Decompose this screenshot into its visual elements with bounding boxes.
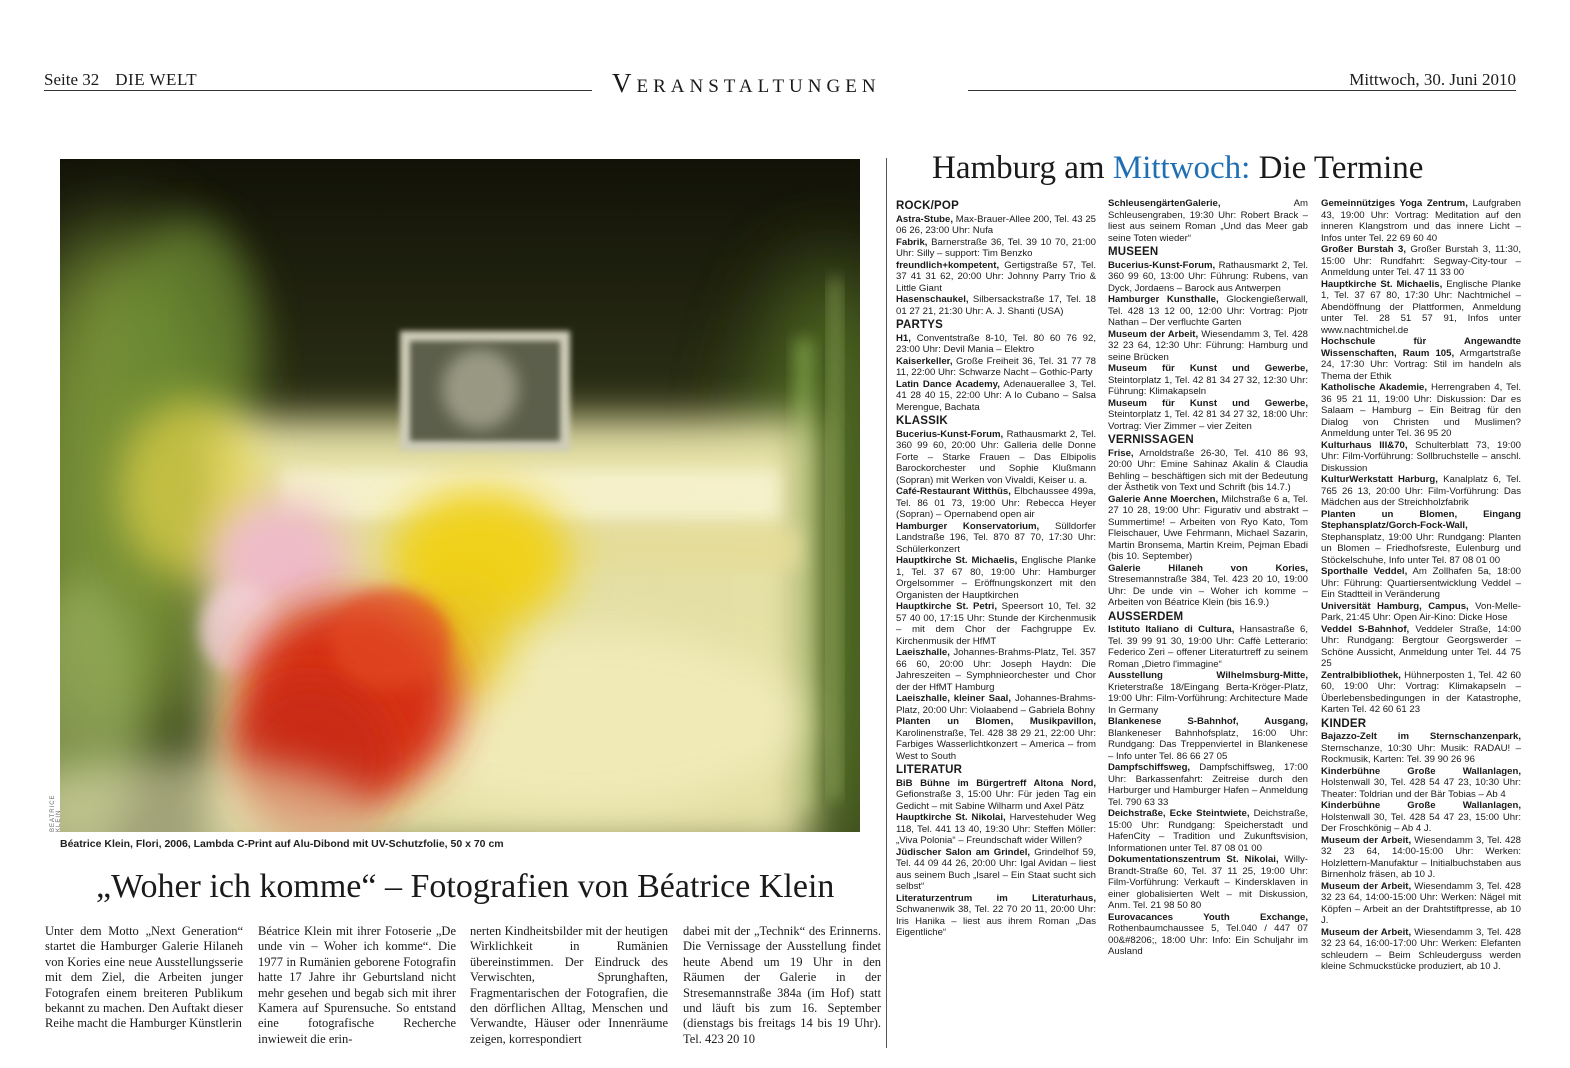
listing-venue: Galerie Hilaneh von Kories, — [1108, 562, 1308, 574]
listing-venue: Blankenese S-Bahnhof, Ausgang, — [1108, 716, 1308, 727]
listing-venue: Bucerius-Kunst-Forum, — [1108, 259, 1216, 271]
listing-details: Milchstraße 6 a, Tel. 27 10 28, 19:00 Uhr: Figurativ und abstrakt – Summertime! – Arbeiten von Ryo Kato, Tom Fleischauer, Uwe Fehrmann, Michael Sazarin, Martin Bronsema, Martin Kreim, Pejman Ebadi (bis 10. September) — [1108, 493, 1308, 562]
issue-date: Mittwoch, 30. Juni 2010 — [1349, 70, 1516, 89]
listing-entry — [1321, 198, 1521, 244]
listing-entry — [896, 693, 1096, 716]
listing-details: Hansastraße 6, Tel. 39 99 91 30, 19:00 Uhr: Caffè Letterario: Federico Zeri – offener Literaturtreff zu seinem Roman „Dietro l'immagine“ — [1108, 624, 1309, 670]
listing-venue: Galerie Anne Moerchen, — [1108, 493, 1219, 505]
listing-venue: H1, — [896, 332, 911, 344]
listing-venue: Museum der Arbeit, — [1108, 328, 1199, 340]
photo-caption: Béatrice Klein, Flori, 2006, Lambda C-Print auf Alu-Dibond mit UV-Schutzfolie, 50 x 70 cm — [60, 838, 504, 850]
listing-entry — [896, 379, 1096, 414]
listing-details: Gefionstraße 3, 15:00 Uhr: Für jeden Tag ein Gedicht – mit Sabine Wilharm und Axel Pätz — [896, 789, 1096, 812]
listing-entry — [1108, 912, 1308, 958]
listing-venue: Universität Hamburg, Campus, — [1321, 600, 1469, 612]
listing-venue: Fabrik, — [896, 236, 928, 248]
listing-details: Rathausmarkt 2, Tel. 360 99 60, 13:00 Uhr: Führung: Rubens, van Dyck, Jordaens – Barock aus Antwerpen — [1108, 259, 1308, 294]
listing-venue: Eurovacances Youth Exchange, — [1108, 911, 1308, 923]
listing-details: Englische Planke 1, Tel. 37 67 80, 19:00 Uhr: Hamburger Orgelsommer – Eröffnungskonzert mit den Organisten der Hauptkirchen — [896, 555, 1096, 601]
listing-venue: Katholische Akademie, — [1321, 382, 1428, 393]
listing-entry — [1321, 927, 1521, 973]
listing-section-heading: ROCK/POP — [896, 200, 959, 212]
listing-details: Adenauerallee 3, Tel. 41 28 40 15, 22:00 Uhr: A lo Cubano – Salsa Merengue, Bachata — [896, 378, 1096, 413]
listing-entry — [896, 333, 1096, 356]
listing-entry — [1321, 440, 1521, 475]
listing-venue: Frise, — [1108, 447, 1134, 459]
listing-venue: SchleusengärtenGalerie, — [1108, 198, 1221, 209]
listing-details: Johannes-Brahms-Platz, Tel. 357 66 60, 20:00 Uhr: Joseph Haydn: Die Jahreszeiten – Symphnieorchester und Chor der der HfMT Hamburg — [896, 647, 1097, 693]
listing-venue: BiB Bühne im Bürgertreff Altona Nord, — [896, 777, 1096, 789]
listing-section-heading: LITERATUR — [896, 764, 963, 776]
listing-venue: freundlich+kompetent, — [896, 259, 1000, 271]
listing-entry — [1321, 336, 1521, 382]
listing-details: Am Zollhafen 5a, 18:00 Uhr: Führung: Quartiersentwicklung Veddel – Ein Stadtteil in Veränderung — [1321, 566, 1521, 600]
listing-section-heading: KLASSIK — [896, 415, 948, 427]
listing-details: Holstenwall 30, Tel. 428 54 47 23, 10:30 Uhr: Theater: Toldrian und der Bär Tobias – Ab 4 — [1321, 777, 1521, 800]
listing-entry — [896, 555, 1096, 601]
listing-details: Englische Planke 1, Tel. 37 67 80, 17:30 Uhr: Nachtmichel – Abendöffnung der Plattformen, Anmeldung unter Tel. 28 51 57 91, Infos unter www.nachtmichel.de — [1321, 278, 1521, 336]
article-column-3: nerten Kindheitsbilder mit der heutigen Wirklichkeit in Rumänien übereinstimmen. Der Eindruck des Verwischten, Sprunghaften, Fragmentarischen der Fotografien, die den dörflichen Alltag, Menschen und Verwandte, Häuser oder Innenräume zeigen, korrespondiert — [470, 924, 668, 1046]
listing-entry — [1321, 601, 1521, 624]
listing-entry — [1108, 716, 1308, 762]
listing-section-heading: AUSSERDEM — [1108, 610, 1184, 623]
listing-entry — [1321, 566, 1521, 601]
article-column-4: dabei mit der „Technik“ des Erinnerns. Die Vernissage der Ausstellung findet heute Abend um 19 Uhr in den Räumen der Galerie in der Stresemannstraße 384a (im Hof) statt und läuft bis zum 16. September (dienstags bis freitags 14 bis 19 Uhr). Tel. 423 20 10 — [683, 924, 881, 1046]
article-column-1: Unter dem Motto „Next Generation“ startet die Hamburger Galerie Hilaneh von Kories eine neue Ausstellungsserie mit dem Ziel, die Arbeiten junger Fotografen einem breiteren Publikum bekannt zu machen. Den Auftakt dieser Reihe macht die Hamburger Künstlerin — [45, 924, 243, 1031]
listing-section-heading: VERNISSAGEN — [1108, 434, 1194, 446]
listing-venue: Gemeinnütziges Yoga Zentrum, — [1321, 198, 1468, 209]
listing-venue: Hauptkirche St. Michaelis, — [1321, 278, 1443, 290]
listing-details: Johannes-Brahms-Platz, 20:00 Uhr: Violaabend – Gabriela Bohny — [896, 693, 1096, 716]
listing-entry — [896, 847, 1096, 893]
listing-venue: Laeiszhalle, kleiner Saal, — [896, 693, 1012, 704]
listing-details: Veddeler Straße, 14:00 Uhr: Rundgang: Bergtour Georgswerder – Schöne Aussicht, Anmeldung unter Tel. 44 75 25 — [1321, 623, 1521, 669]
listing-venue: Museum der Arbeit, — [1321, 926, 1412, 938]
listing-venue: Deichstraße, Ecke Steintwiete, — [1108, 808, 1250, 819]
listing-details: Deichstraße, 15:00 Uhr: Rundgang: Speicherstadt und HafenCity – Tradition und Zukunftsvision, Informationen unter Tel. 87 08 01 00 — [1108, 808, 1308, 854]
masthead-rule-left — [44, 90, 592, 91]
listing-details: Am Schleusengraben, 19:30 Uhr: Robert Brack – liest aus seinem Roman „Und das Meer gab seine Toten wieder“ — [1108, 198, 1308, 244]
listing-entry — [1108, 198, 1308, 244]
exhibition-photo — [60, 159, 860, 832]
listing-details: Speersort 10, Tel. 32 57 40 00, 17:15 Uhr: Stunde der Kirchenmusik – mit dem Chor der Fachgruppe Ev. Kirchenmusik der HfMT — [896, 601, 1096, 647]
listing-entry — [896, 647, 1096, 693]
listing-details: Dampfschiffsweg, 17:00 Uhr: Barkassenfahrt: Zeitreise durch den Harburger und Hamburger Hafen – Anmeldung Tel. 790 63 33 — [1108, 762, 1308, 808]
listing-details: Herrengraben 4, Tel. 36 95 21 11, 19:00 Uhr: Diskussion: Dar es Salaam – Hamburg – Ein Beitrag für den Dialog von Christen und Muslimen? Anmeldung unter Tel. 36 95 20 — [1321, 382, 1521, 439]
listing-venue: Dampfschiffsweg, — [1108, 762, 1191, 773]
listing-venue: Bajazzo-Zelt im Sternschanzenpark, — [1321, 731, 1521, 742]
listing-details: Wiesendamm 3, Tel. 428 32 23 64, 12:30 Uhr: Führung: Hamburg und seine Brücken — [1108, 328, 1308, 363]
listing-entry — [1108, 363, 1308, 398]
listing-venue: Museum für Kunst und Gewerbe, — [1108, 363, 1308, 374]
listing-details: Holstenwall 30, Tel. 428 54 47 23, 15:00 Uhr: Der Froschkönig – Ab 4 J. — [1321, 811, 1521, 834]
page-number: Seite 32 — [44, 70, 100, 89]
listing-details: Harvestehuder Weg 118, Tel. 441 13 40, 19:30 Uhr: Steffen Möller: „Viva Polonia“ – Freundschaft wider Willen? — [896, 812, 1096, 846]
listing-venue: Großer Burstah 3, — [1321, 244, 1407, 255]
newspaper-name: DIE WELT — [115, 70, 198, 89]
listing-details: Schwanenwik 38, Tel. 22 70 20 11, 20:00 Uhr: Iris Hanika – liest aus ihrem Roman „Das Eigentliche“ — [896, 904, 1096, 938]
listing-details: Max-Brauer-Allee 200, Tel. 43 25 06 26, 23:00 Uhr: Nufa — [896, 213, 1097, 236]
listing-entry — [1321, 244, 1521, 279]
listings-title — [932, 150, 1423, 187]
listing-section-heading: KINDER — [1321, 717, 1367, 730]
listings-column-1 — [896, 198, 1096, 939]
listing-entry — [1108, 563, 1308, 609]
listing-details: Stresemannstraße 384, Tel. 423 20 10, 19:00 Uhr: De unde vin – Woher ich komme – Arbeiten von Béatrice Klein (bis 16.9.) — [1108, 574, 1308, 608]
listing-details: Elbchaussee 499a, Tel. 86 01 73, 19:00 Uhr: Rebecca Heyer (Sopran) – Opernabend open air — [896, 486, 1096, 520]
section-title: Veranstaltungen — [612, 68, 881, 98]
listing-entry — [896, 716, 1096, 762]
listing-entry — [1108, 448, 1308, 494]
listing-details: Conventstraße 8-10, Tel. 80 60 76 92, 23:00 Uhr: Devil Mania – Elektro — [896, 332, 1097, 355]
listing-entry — [1321, 624, 1521, 670]
listing-entry — [1321, 766, 1521, 801]
listing-venue: Kinderbühne Große Wallanlagen, — [1321, 800, 1521, 811]
listing-venue: Latin Dance Academy, — [896, 378, 1000, 390]
listing-entry — [1108, 260, 1308, 295]
listing-venue: Laeiszhalle, — [896, 647, 950, 658]
listing-entry — [896, 214, 1096, 237]
listing-details: Armgartstraße 24, 17:30 Uhr: Vortrag: Stil im handeln als Thema der Ethik — [1321, 347, 1521, 382]
listing-section-heading: PARTYS — [896, 319, 943, 331]
listing-entry — [896, 521, 1096, 556]
listing-details: Gertigstraße 57, Tel. 37 41 31 62, 20:00 Uhr: Johnny Parry Trio & Little Giant — [896, 259, 1096, 294]
listing-venue: Astra-Stube, — [896, 213, 954, 225]
listing-venue: Jüdischer Salon am Grindel, — [896, 846, 1031, 858]
listing-details: Kanalplatz 6, Tel. 765 26 13, 20:00 Uhr: Film-Vorführung: Das Mädchen aus der Streichholzfabrik — [1321, 474, 1521, 508]
listing-entry — [1108, 398, 1308, 433]
listing-venue: Literaturzentrum im Literaturhaus, — [896, 892, 1096, 904]
photo-credit: BÉATRICE KLEIN — [50, 794, 62, 832]
listing-venue: Hauptkirche St. Nikolai, — [896, 812, 1006, 823]
listing-venue: Planten un Blomen, Musikpavillon, — [896, 716, 1096, 727]
listing-venue: KulturWerkstatt Harburg, — [1321, 474, 1438, 485]
listing-entry — [896, 812, 1096, 847]
listing-venue: Zentralbibliothek, — [1321, 669, 1401, 681]
listing-entry — [1108, 294, 1308, 329]
listing-entry — [896, 486, 1096, 521]
listing-entry — [896, 778, 1096, 813]
listing-venue: Dokumentationszentrum St. Nikolai, — [1108, 854, 1279, 865]
listing-details: Grindelhof 59, Tel. 44 09 44 26, 20:00 Uhr: Igal Avidan – liest aus seinem Buch „Isarel – Ein Staat sucht sich selbst“ — [896, 846, 1096, 892]
listing-entry — [1108, 808, 1308, 854]
listing-entry — [1108, 624, 1308, 670]
listing-details: Steintorplatz 1, Tel. 42 81 34 27 32, 18:00 Uhr: Vortrag: Vier Zimmer – vier Zeiten — [1108, 409, 1308, 432]
listing-details: Stephansplatz, 19:00 Uhr: Rundgang: Planten un Blomen – Friedhofsreste, Eulenburg und Stöckelschuhe, Info unter Tel. 87 08 01 00 — [1321, 531, 1521, 566]
listings-column-3 — [1321, 198, 1521, 973]
listings-column-2 — [1108, 198, 1308, 958]
listings-title-day: Mittwoch: — [1112, 150, 1251, 186]
listing-details: Wiesendamm 3, Tel. 428 32 23 64, 14:00-15:00 Uhr: Werken: Nägel mit Köpfen – Arbeit an der Drahtstiftpresse, ab 10 J. — [1321, 880, 1521, 926]
listing-venue: Hasenschaukel, — [896, 294, 969, 305]
listing-details: Blankeneser Bahnhofsplatz, 16:00 Uhr: Rundgang: Das Treppenviertel in Blankenese – Info unter Tel. 86 66 27 05 — [1108, 727, 1308, 762]
listing-entry — [1321, 881, 1521, 927]
listing-details: Arnoldstraße 26-30, Tel. 410 86 93, 20:00 Uhr: Emine Sahinaz Akalin & Claudia Behling – beschäftigen sich mit der Bedeutung der Ästhetik von Text und Schrift (bis 14.7.) — [1108, 447, 1308, 493]
blurred-flowers-photo — [60, 159, 860, 832]
listing-details: Karolinenstraße, Tel. 428 38 29 21, 22:00 Uhr: Farbiges Wasserlichtkonzert – America – from West to South — [896, 727, 1096, 762]
article-headline: „Woher ich komme“ – Fotografien von Béatrice Klein — [96, 868, 835, 905]
listings-title-suffix: Die Termine — [1258, 150, 1424, 186]
listing-entry — [896, 260, 1096, 295]
listing-entry — [1321, 474, 1521, 509]
article-column-2: Béatrice Klein mit ihrer Fotoserie „De unde vin – Woher ich komme“. Die 1977 in Rumänien geborene Fotografin hatte 17 Jahre ihr Geburtsland nicht mehr gesehen und begab sich mit ihrer Kamera auf Spurensuche. So entstand eine fotografische Recherche inwieweit die erin- — [258, 924, 456, 1046]
listing-details: Steintorplatz 1, Tel. 42 81 34 27 32, 12:30 Uhr: Führung: Klimakapseln — [1108, 374, 1308, 397]
listing-venue: Hamburger Kunsthalle, — [1108, 294, 1219, 305]
listing-details: Schulterblatt 73, 19:00 Uhr: Film-Vorführung: Sollbruchstelle – anschl. Diskussion — [1321, 439, 1521, 474]
listing-details: Rathausmarkt 2, Tel. 360 99 60, 20:00 Uhr: Galleria delle Donne Forte – Starke Frauen – Das Elbipolis Barockorchester und Sophie Klußmann (Sopran) mit Werken von Vivaldi, Keiser u. a. — [896, 428, 1096, 486]
listing-entry — [1321, 731, 1521, 766]
listing-venue: Museum der Arbeit, — [1321, 834, 1412, 846]
listing-details: Sülldorfer Landstraße 196, Tel. 870 87 70, 17:30 Uhr: Schülerkonzert — [896, 520, 1096, 555]
listing-entry — [1108, 854, 1308, 912]
listing-venue: Museum der Arbeit, — [1321, 880, 1412, 892]
listing-details: Laufgraben 43, 19:00 Uhr: Vortrag: Meditation auf den inneren Klangstrom und das innere Licht – Infos unter Tel. 22 69 60 40 — [1321, 198, 1521, 244]
listing-entry — [1108, 494, 1308, 563]
listing-entry — [1321, 509, 1521, 567]
listing-entry — [896, 294, 1096, 317]
listing-entry — [1108, 670, 1308, 716]
listing-details: Wiesendamm 3, Tel. 428 32 23 64, 16:00-17:00 Uhr: Werken: Elefanten schleudern – Beim Schleuderguss werden kleine Schmuckstücke produziert, ab 10 J. — [1321, 926, 1521, 972]
listing-venue: Planten un Blomen, Eingang Stephansplatz/Gorch-Fock-Wall, — [1321, 508, 1521, 531]
listing-venue: Ausstellung Wilhelmsburg-Mitte, — [1108, 670, 1308, 681]
listing-details: Große Freiheit 36, Tel. 31 77 78 11, 22:00 Uhr: Schwarze Nacht – Gothic-Party — [896, 355, 1096, 378]
listing-venue: Bucerius-Kunst-Forum, — [896, 428, 1004, 440]
listing-details: Krieterstraße 18/Eingang Berta-Kröger-Platz, 19:00 Uhr: Film-Vorführung: Architecture Made In Germany — [1108, 681, 1308, 716]
listing-entry — [1108, 329, 1308, 364]
listing-venue: Museum für Kunst und Gewerbe, — [1108, 397, 1308, 409]
listing-details: Glockengießerwall, Tel. 428 13 12 00, 12:00 Uhr: Vortrag: Pjotr Nathan – Der verfluchte Garten — [1108, 294, 1308, 328]
listing-venue: Hauptkirche St. Petri, — [896, 601, 998, 612]
listing-entry — [1321, 279, 1521, 337]
listing-details: Von-Melle-Park, 21:45 Uhr: Open Air-Kino: Dicke Hose — [1321, 600, 1521, 623]
listing-details: Großer Burstah 3, 11:30, 15:00 Uhr: Rundfahrt: Segway-City-tour – Anmeldung unter Tel. 47 11 33 00 — [1321, 244, 1521, 278]
listing-entry — [1321, 670, 1521, 716]
listing-venue: Hochschule für Angewandte Wissenschaften, Raum 105, — [1321, 336, 1521, 359]
listing-venue: Sporthalle Veddel, — [1321, 566, 1408, 577]
listing-venue: Kulturhaus III&70, — [1321, 439, 1408, 451]
listing-venue: Veddel S-Bahnhof, — [1321, 623, 1410, 635]
listing-entry — [896, 237, 1096, 260]
listing-venue: Hauptkirche St. Michaelis, — [896, 555, 1018, 566]
listing-entry — [1108, 762, 1308, 808]
masthead-left — [44, 70, 197, 90]
column-divider — [886, 158, 887, 1048]
listing-entry — [896, 356, 1096, 379]
listing-entry — [896, 601, 1096, 647]
listings-title-prefix: Hamburg am — [932, 150, 1105, 186]
listing-details: Barnerstraße 36, Tel. 39 10 70, 21:00 Uhr: Silly – support: Tim Benzko — [896, 236, 1096, 259]
listing-venue: Hamburger Konservatorium, — [896, 520, 1040, 532]
listing-venue: Kaiserkeller, — [896, 355, 953, 367]
listing-section-heading: MUSEEN — [1108, 246, 1159, 258]
masthead-rule-right — [968, 90, 1516, 91]
listing-entry — [896, 429, 1096, 487]
listing-venue: Kinderbühne Große Wallanlagen, — [1321, 765, 1521, 777]
listing-details: Rothenbaumchaussee 5, Tel.040 / 447 07 00&#8206;, 18:00 Uhr: Info: Ein Schuljahr im Ausland — [1108, 923, 1308, 957]
listing-details: Sternschanze, 10:30 Uhr: Musik: RADAU! – Rockmusik, Karten: Tel. 39 90 26 96 — [1321, 742, 1521, 765]
listing-details: Hühnerposten 1, Tel. 42 60 60, 19:00 Uhr: Vortrag: Klimakapseln – Überlebensbedingungen in der Katastrophe, Karten Tel. 42 60 61 23 — [1321, 669, 1522, 715]
listing-entry — [1321, 835, 1521, 881]
listing-details: Willy-Brandt-Straße 60, Tel. 37 11 25, 19:00 Uhr: Film-Vorführung: Verkauft – Kindersklaven in einer globalisierten Welt – mit Diskussion, Anm. Tel. 21 98 50 80 — [1108, 854, 1308, 911]
listing-venue: Café-Restaurant Witthüs, — [896, 486, 1011, 497]
listing-entry — [1321, 800, 1521, 835]
listing-entry — [1321, 382, 1521, 440]
listing-venue: Istituto Italiano di Cultura, — [1108, 624, 1235, 635]
listing-entry — [896, 893, 1096, 939]
listing-details: Silbersackstraße 17, Tel. 18 01 27 21, 21:30 Uhr: A. J. Shanti (USA) — [896, 294, 1097, 317]
listing-details: Wiesendamm 3, Tel. 428 32 23 64, 14:00-15:00 Uhr: Werken: Holzlettern-Manufaktur – Initialbuchstaben aus Birnenholz fräsen, ab 10 J. — [1321, 834, 1521, 880]
